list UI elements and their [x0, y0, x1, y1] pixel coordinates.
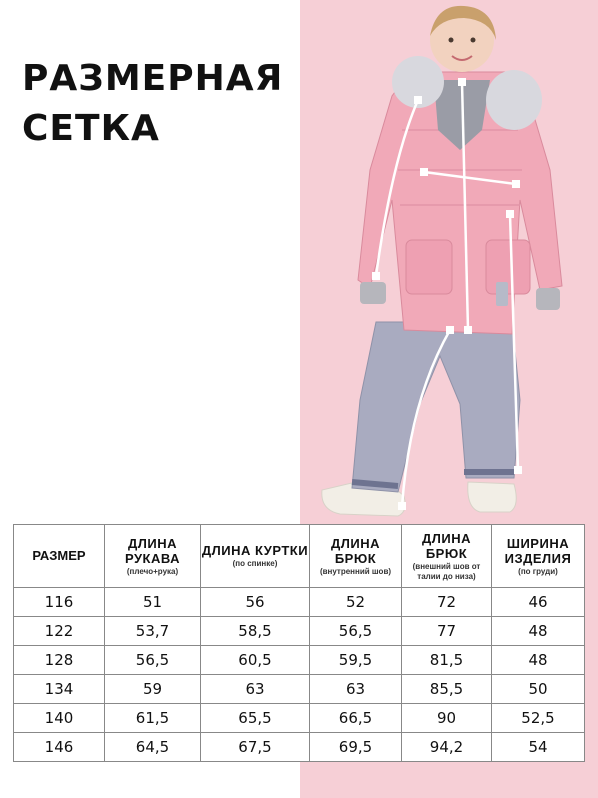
left-pocket	[406, 240, 452, 294]
table-cell: 122	[14, 617, 105, 646]
table-row	[14, 617, 585, 646]
table-header-row	[14, 525, 585, 588]
header-sleeve-length: ДЛИНА РУКАВА (плечо+рука)	[105, 525, 201, 588]
table-cell: 48	[492, 617, 585, 646]
table-cell: 51	[105, 588, 201, 617]
table-cell: 60,5	[201, 646, 310, 675]
size-chart-table	[13, 524, 585, 762]
header-pants-inseam: ДЛИНА БРЮК (внутренний шов)	[310, 525, 402, 588]
table-cell: 128	[14, 646, 105, 675]
table-cell: 65,5	[201, 704, 310, 733]
table-cell: 63	[310, 675, 402, 704]
table-cell: 66,5	[310, 704, 402, 733]
table-cell: 63	[201, 675, 310, 704]
table-cell: 52,5	[492, 704, 585, 733]
table-cell: 48	[492, 646, 585, 675]
table-cell: 69,5	[310, 733, 402, 762]
table-cell: 140	[14, 704, 105, 733]
table-cell: 58,5	[201, 617, 310, 646]
table-cell: 56,5	[310, 617, 402, 646]
header-pants-outseam: ДЛИНА БРЮК (внешний шов от талии до низа)	[402, 525, 492, 588]
table-cell: 59	[105, 675, 201, 704]
table-row	[14, 588, 585, 617]
table-row	[14, 704, 585, 733]
table-cell: 94,2	[402, 733, 492, 762]
child-in-winter-suit-illustration	[300, 0, 598, 525]
header-width: ШИРИНА ИЗДЕЛИЯ (по груди)	[492, 525, 585, 588]
table-cell: 50	[492, 675, 585, 704]
pants	[352, 322, 520, 492]
table-row	[14, 733, 585, 762]
table-cell: 116	[14, 588, 105, 617]
table-cell: 52	[310, 588, 402, 617]
table-cell: 61,5	[105, 704, 201, 733]
table-cell: 56	[201, 588, 310, 617]
table-cell: 59,5	[310, 646, 402, 675]
table-cell: 85,5	[402, 675, 492, 704]
header-size: РАЗМЕР	[14, 525, 105, 588]
table-cell: 56,5	[105, 646, 201, 675]
table-cell: 146	[14, 733, 105, 762]
table-cell: 72	[402, 588, 492, 617]
table-cell: 46	[492, 588, 585, 617]
table-cell: 67,5	[201, 733, 310, 762]
table-cell: 90	[402, 704, 492, 733]
title-line-1: РАЗМЕРНАЯ	[22, 58, 284, 99]
table-cell: 53,7	[105, 617, 201, 646]
table-cell: 64,5	[105, 733, 201, 762]
table-cell: 134	[14, 675, 105, 704]
header-jacket-length: ДЛИНА КУРТКИ (по спинке)	[201, 525, 310, 588]
title-line-2: СЕТКА	[22, 108, 160, 149]
table-cell: 77	[402, 617, 492, 646]
table-cell: 54	[492, 733, 585, 762]
right-shoe	[468, 482, 517, 512]
table-row	[14, 675, 585, 704]
table-row	[14, 646, 585, 675]
page-title	[22, 54, 283, 154]
table-cell: 81,5	[402, 646, 492, 675]
